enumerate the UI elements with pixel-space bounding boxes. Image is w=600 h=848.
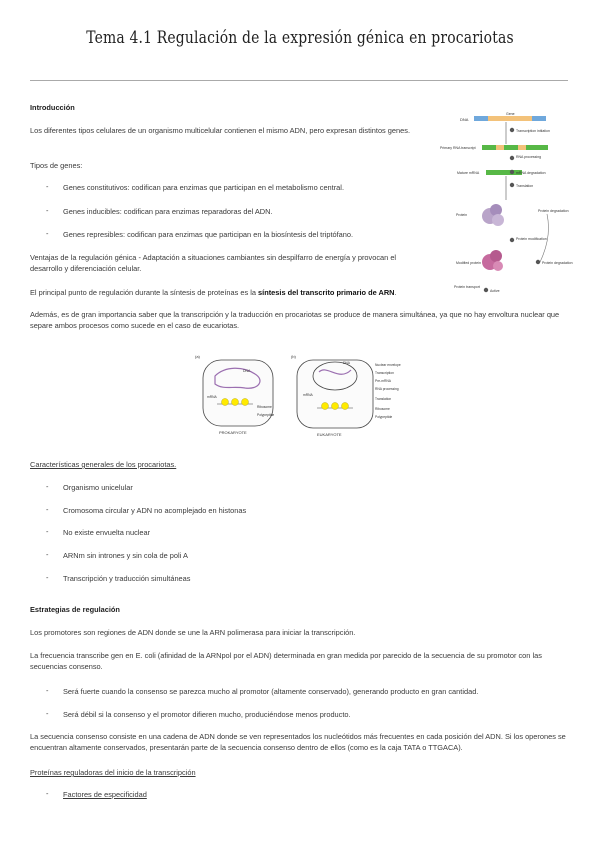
bullet-dash: -: [46, 229, 49, 238]
ribosome: [232, 399, 239, 406]
ventajas-paragraph: Ventajas de la regulación génica - Adaptación a situaciones cambiantes sin despilfarro de energía y provocan el desarrollo y diferenciación celular.: [30, 253, 397, 273]
bullet-dash: -: [46, 527, 49, 536]
bullet-dash: -: [46, 182, 49, 191]
principal-bold: síntesis del transcrito primario de ARN: [258, 288, 395, 297]
bullet-dash: -: [46, 550, 49, 559]
principal-paragraph: El principal punto de regulación durante la síntesis de proteínas es la síntesis del transcrito primario de ARN.: [30, 288, 397, 297]
fig1-label: Primary RNA transcript: [440, 146, 476, 150]
page-title: Tema 4.1 Regulación de la expresión génica en procariotas: [86, 28, 514, 48]
bullet-dash: -: [46, 709, 49, 718]
caracteristica-item: No existe envuelta nuclear: [63, 528, 151, 537]
intro-paragraph: Los diferentes tipos celulares de un organismo multicelular contienen el mismo ADN, pero expresan distintos genes.: [30, 126, 410, 135]
fig1-label: Protein modification: [516, 237, 547, 241]
fig1-label: Protein degradation: [538, 209, 569, 213]
estrategias-heading: Estrategias de regulación: [30, 605, 120, 614]
caracteristica-item: Cromosoma circular y ADN no acomplejado en histonas: [63, 506, 247, 515]
gene-types-heading: Tipos de genes:: [30, 161, 83, 170]
modified-protein-blob: [482, 250, 503, 271]
estrategias-p3: La secuencia consenso consiste en una cadena de ADN donde se ven representados los nucleótidos más frecuentes en cada posición del ADN. Si los operones se encuentran altamente conservados, presentarán parte de la secuencia consenso dentro de ellos (como es la caja TATA o TTGACA).: [30, 732, 566, 752]
caracteristica-item: Organismo unicelular: [63, 483, 133, 492]
bullet-dash: -: [46, 789, 49, 798]
fig2-tag: (b): [291, 354, 296, 359]
fig2-label: Transcription: [375, 371, 394, 375]
fig1-label: Protein degradation: [542, 261, 573, 265]
fig1-label: Gene: [506, 112, 515, 116]
fig1-label: Protein transport: [454, 285, 480, 289]
estrategias-p2: La frecuencia transcribe gen en E. coli (afinidad de la ARNpol por el ADN) determinada en gran medida por parecido de la secuencia de su promotor con las secuencias consenso.: [30, 651, 542, 671]
caracteristica-item: Transcripción y traducción simultáneas: [63, 574, 191, 583]
fig1-label: Modified protein: [456, 261, 481, 265]
prokaryote-eukaryote-figure: [193, 352, 415, 438]
fig2-label: Polypeptide: [375, 415, 393, 419]
fig2-label: Nuclear envelope: [375, 363, 401, 367]
gene-expression-figure: [440, 112, 573, 298]
estrategias-p1: Los promotores son regiones de ADN donde se une la ARN polimerasa para iniciar la transcripción.: [30, 628, 356, 637]
fig2-label: Ribosome: [257, 405, 272, 409]
ribosome: [322, 403, 329, 410]
fig1-label: Transcription initiation: [516, 129, 550, 133]
bullet-dash: -: [46, 505, 49, 514]
ribosome: [222, 399, 229, 406]
caracteristica-item: ARNm sin intrones y sin cola de poli A: [63, 551, 188, 560]
gene-type-item: Genes constitutivos: codifican para enzimas que participan en el metabolismo central.: [63, 183, 344, 192]
bullet-dash: -: [46, 686, 49, 695]
fig2-label: EUKARYOTE: [317, 432, 342, 437]
fig2-label: Pre-mRNA: [375, 379, 391, 383]
fig1-label: RNA processing: [516, 155, 542, 159]
fig2-label: Polypeptide: [257, 413, 275, 417]
protein-blob: [482, 204, 504, 226]
fig2-label: RNA processing: [375, 387, 399, 391]
bullet-dash: -: [46, 482, 49, 491]
bullet-dash: -: [46, 206, 49, 215]
fig2-label: PROKARYOTE: [219, 430, 247, 435]
estrategia-item: Será débil si la consenso y el promotor difieren mucho, produciéndose menos producto.: [63, 710, 351, 719]
ademas-paragraph: Además, es de gran importancia saber que la transcripción y la traducción en procariotas se produce de manera simultánea, ya que no hay envoltura nuclear que separe ambos procesos como sucede en el caso de eucariotas.: [30, 310, 560, 330]
estrategia-item: Será fuerte cuando la consenso se parezca mucho al promotor (altamente conservado), generando producto en gran cantidad.: [63, 687, 479, 696]
primary-transcript: [482, 145, 548, 150]
gene-type-item: Genes represibles: codifican para enzimas que participan en la biosíntesis del triptófano.: [63, 230, 354, 239]
ribosome: [332, 403, 339, 410]
ribosome: [242, 399, 249, 406]
ribosome: [342, 403, 349, 410]
fig1-label: Active: [490, 289, 500, 293]
fig2-label: Ribosome: [375, 407, 390, 411]
gene-type-item: Genes inducibles: codifican para enzimas reparadoras del ADN.: [63, 207, 273, 216]
fig2-tag: (a): [195, 354, 200, 359]
fig1-label: mRNA degradation: [516, 171, 546, 175]
fig2-label: mRNA: [207, 395, 217, 399]
fig2-label: Translation: [375, 397, 392, 401]
gene-segment: [488, 116, 532, 121]
fig1-label: DNA: [460, 117, 469, 122]
fig1-label: Translation: [516, 184, 534, 188]
proteinas-heading: Proteínas reguladoras del inicio de la transcripción: [30, 768, 196, 777]
intro-heading: Introducción: [30, 103, 75, 112]
title-divider: [30, 80, 568, 81]
fig2-label: DNA: [343, 361, 350, 365]
bullet-dash: -: [46, 573, 49, 582]
fig2-label: DNA: [243, 369, 251, 373]
fig1-label: Mature mRNA: [457, 171, 480, 175]
fig1-label: Protein: [456, 213, 468, 217]
caracteristicas-heading: Características generales de los procariotas.: [30, 460, 177, 469]
fig2-label: mRNA: [303, 393, 313, 397]
factores-item: Factores de especificidad: [63, 790, 147, 799]
